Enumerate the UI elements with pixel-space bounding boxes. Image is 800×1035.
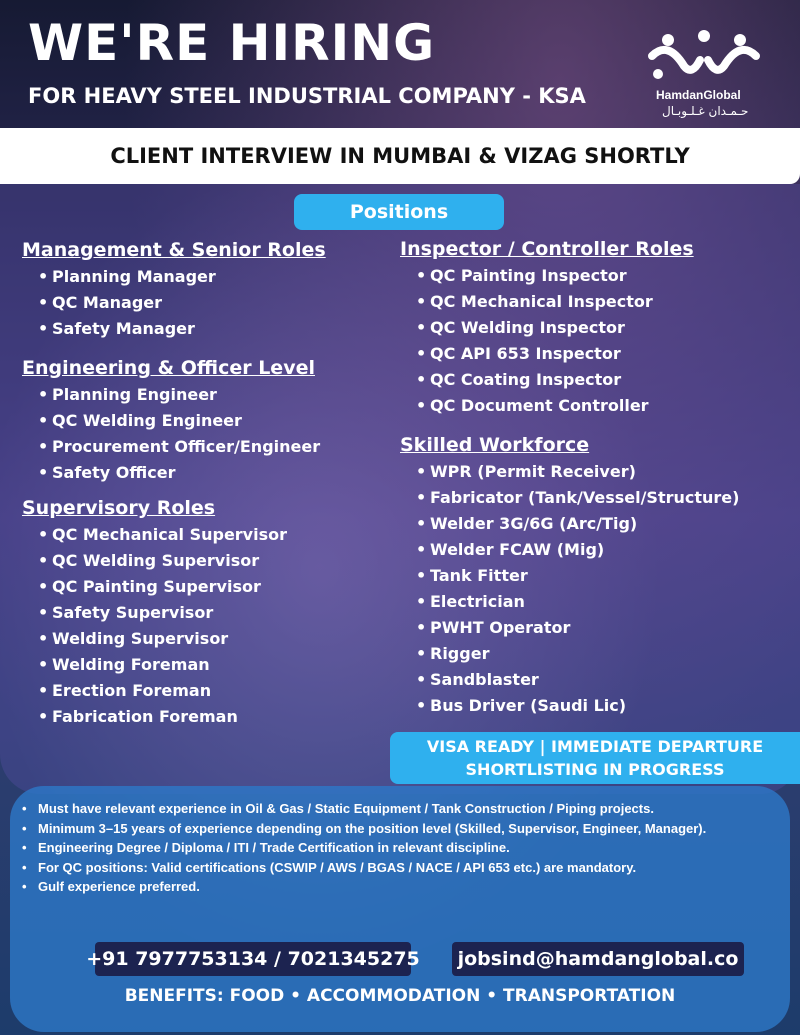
- list-item: • QC Welding Engineer: [38, 408, 392, 434]
- logo-arabic-wordmark: حـمـدان غـلـوبـال: [662, 104, 749, 118]
- list-item: • Bus Driver (Saudi Lic): [416, 693, 790, 719]
- section-heading: Supervisory Roles: [22, 497, 216, 519]
- section-supervisory: [22, 494, 392, 730]
- page-subtitle: FOR HEAVY STEEL INDUSTRIAL COMPANY - KSA: [28, 84, 586, 108]
- list-item: • Safety Supervisor: [38, 600, 392, 626]
- requirements-list: [22, 800, 742, 898]
- company-logo: [642, 26, 772, 122]
- interview-banner-text: CLIENT INTERVIEW IN MUMBAI & VIZAG SHORTLY: [110, 144, 690, 168]
- list-item: • QC Coating Inspector: [416, 367, 790, 393]
- list-item: • Welder 3G/6G (Arc/Tig): [416, 511, 790, 537]
- hamdan-logo-icon: [646, 26, 762, 86]
- section-heading: Engineering & Officer Level: [22, 357, 315, 379]
- email-contact-link[interactable]: jobsind@hamdanglobal.co: [452, 942, 744, 976]
- list-item: • Safety Officer: [38, 460, 392, 486]
- section-heading: Inspector / Controller Roles: [400, 238, 694, 260]
- interview-banner: [0, 128, 800, 184]
- requirement-item: • Gulf experience preferred.: [22, 878, 742, 896]
- list-item: • Welder FCAW (Mig): [416, 537, 790, 563]
- list-item: • Fabrication Foreman: [38, 704, 392, 730]
- list-item: • Welding Supervisor: [38, 626, 392, 652]
- visa-banner-line1: VISA READY | IMMEDIATE DEPARTURE: [426, 737, 764, 756]
- left-positions-column: [22, 236, 392, 738]
- list-item: • Planning Manager: [38, 264, 392, 290]
- header: [0, 0, 800, 128]
- list-item: • Sandblaster: [416, 667, 790, 693]
- list-item: • QC Welding Supervisor: [38, 548, 392, 574]
- requirement-item: • Minimum 3–15 years of experience depending on the position level (Skilled, Supervisor, Engineer, Manager).: [22, 820, 742, 838]
- list-item: • Safety Manager: [38, 316, 392, 342]
- list-item: • Electrician: [416, 589, 790, 615]
- list-item: • Planning Engineer: [38, 382, 392, 408]
- visa-banner-line2: SHORTLISTING IN PROGRESS: [465, 760, 725, 779]
- section-heading: Skilled Workforce: [400, 434, 590, 456]
- benefits-line: BENEFITS: FOOD • ACCOMMODATION • TRANSPORTATION: [124, 986, 676, 1006]
- section-engineering: [22, 354, 392, 486]
- list-item: • QC Welding Inspector: [416, 315, 790, 341]
- requirement-item: • For QC positions: Valid certifications (CSWIP / AWS / BGAS / NACE / API 653 etc.) are mandatory.: [22, 859, 742, 877]
- section-inspector: [400, 235, 790, 419]
- list-item: • QC Document Controller: [416, 393, 790, 419]
- list-item: • Fabricator (Tank/Vessel/Structure): [416, 485, 790, 511]
- list-item: • Tank Fitter: [416, 563, 790, 589]
- list-item: • QC Mechanical Supervisor: [38, 522, 392, 548]
- list-item: • Procurement Officer/Engineer: [38, 434, 392, 460]
- list-item: • WPR (Permit Receiver): [416, 459, 790, 485]
- right-positions-column: [400, 235, 790, 727]
- list-item: • Rigger: [416, 641, 790, 667]
- list-item: • QC Manager: [38, 290, 392, 316]
- list-item: • QC Mechanical Inspector: [416, 289, 790, 315]
- list-item: • QC Painting Supervisor: [38, 574, 392, 600]
- list-item: • Erection Foreman: [38, 678, 392, 704]
- list-item: • Welding Foreman: [38, 652, 392, 678]
- requirement-item: • Must have relevant experience in Oil & Gas / Static Equipment / Tank Construction / Piping projects.: [22, 800, 742, 818]
- section-heading: Management & Senior Roles: [22, 239, 326, 261]
- list-item: • QC Painting Inspector: [416, 263, 790, 289]
- phone-contact-link[interactable]: +91 7977753134 / 7021345275: [95, 942, 411, 976]
- list-item: • PWHT Operator: [416, 615, 790, 641]
- section-management: [22, 236, 392, 342]
- logo-wordmark: HamdanGlobal: [656, 88, 741, 102]
- list-item: • QC API 653 Inspector: [416, 341, 790, 367]
- positions-label: Positions: [294, 194, 504, 230]
- section-skilled: [400, 431, 790, 719]
- page-title: WE'RE HIRING: [28, 14, 436, 72]
- visa-banner: [390, 732, 800, 784]
- requirement-item: • Engineering Degree / Diploma / ITI / Trade Certification in relevant discipline.: [22, 839, 742, 857]
